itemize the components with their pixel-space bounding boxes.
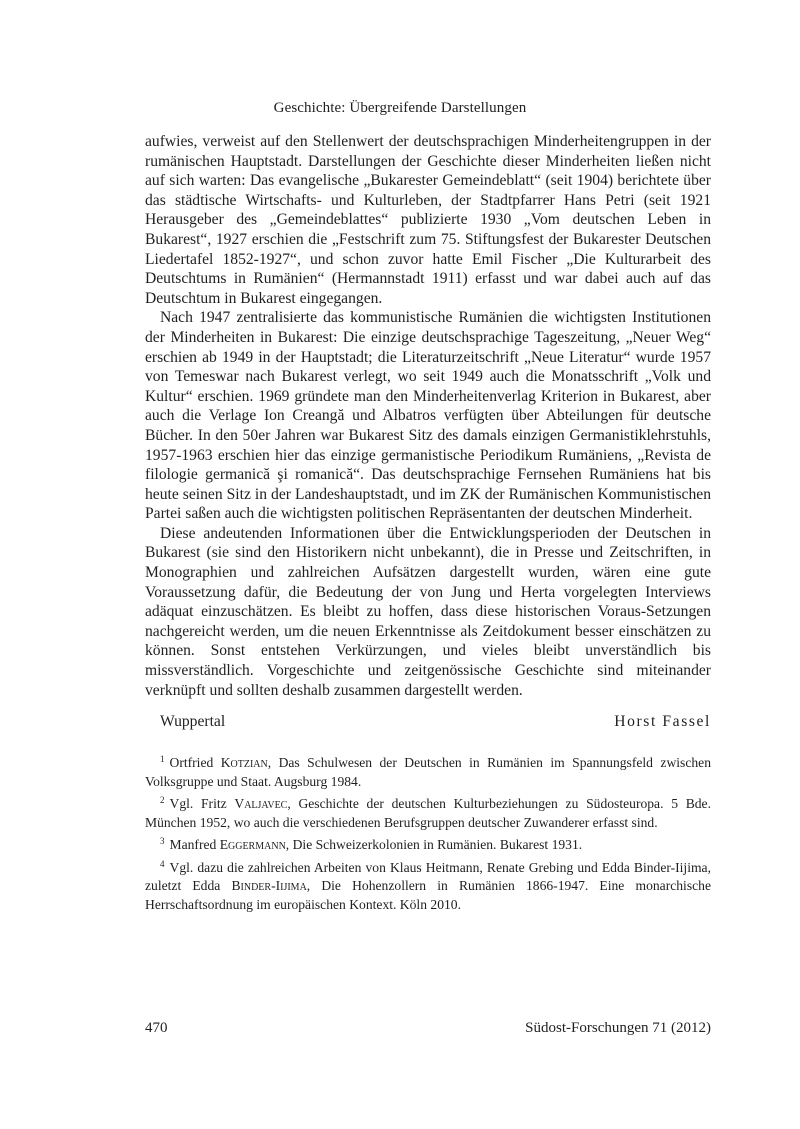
footnote-text: Manfred	[169, 837, 220, 852]
footnote-author: Kotzian	[220, 755, 268, 770]
footnote-number: 2	[160, 795, 165, 805]
footnote-author: Eggermann	[219, 837, 286, 852]
running-head: Geschichte: Übergreifende Darstellungen	[273, 100, 527, 116]
footnote-number: 4	[160, 858, 165, 869]
footnotes	[145, 750, 711, 914]
footnote-number: 1	[160, 754, 165, 764]
footnote-text: , Geschichte der deutschen Kulturbeziehungen zu Südosteuropa. 5 Bde. München 1952, wo auch die verschiedenen Berufsgruppen deutscher Zuwanderer erfasst sind.	[145, 796, 711, 830]
journal-citation: Südost-Forschungen 71 (2012)	[525, 1020, 711, 1036]
footnote-text: Vgl. Fritz	[169, 796, 235, 811]
paragraph-2: Nach 1947 zentralisierte das kommunistische Rumänien die wichtigsten Institutionen der Minderheiten in Bukarest: Die einzige deutschsprachige Tageszeitung, „Neuer Weg“ erschien ab 1949 in der Hauptstadt; die Literaturzeitschrift „Neue Literatur“ wurde 1957 von Temeswar nach Bukarest verlegt, wo seit 1949 auch die Monatsschrift „Volk und Kultur“ erschien. 1969 gründete man den Minderheitenverlag Kriterion in Bukarest, aber auch die Verlage Ion Creangă und Albatros verfügten über Abteilungen für deutsche Bücher. In den 50er Jahren war Bukarest Sitz des damals einzigen Germanistiklehrstuhls, 1957-1963 erschien hier das einzige germanistische Periodikum Rumäniens, „Revista de filologie germanică şi romanică“. Das deutschsprachige Fernsehen Rumäniens hat bis heute seinen Sitz in der Landeshauptstadt, und im ZK der Rumänischen Kommunistischen Partei saßen auch die wichtigsten politischen Repräsentanten der deutschen Minderheit.	[145, 309, 711, 523]
footnote-text: Ortfried	[169, 755, 221, 770]
footnote-author: Valjavec	[234, 796, 288, 811]
paragraph-1: aufwies, verweist auf den Stellenwert der deutschsprachigen Minderheitengruppen in der rumänischen Hauptstadt. Darstellungen der Geschichte dieser Minderheiten ließen nicht auf sich warten: Das evangelische „Bukarester Gemeindeblatt“ (seit 1904) berichtete über das städtische Wirtschafts- und Kulturleben, der Stadtpfarrer Hans Petri (seit 1921 Herausgeber des „Gemeindeblattes“ publizierte 1930 „Vom deutschen Leben in Bukarest“, 1927 erschien die „Festschrift zum 75. Stiftungsfest der Bukarester Deutschen Liedertafel 1852-1927“, und schon zuvor hatte Emil Fischer „Die Kulturarbeit des Deutschtums in Rumänien“ (Hermannstadt 1911) erfasst und war dabei auch auf das Deutschtum in Bukarest eingegangen.	[145, 133, 711, 307]
footnote-text: , Die Schweizerkolonien in Rumänien. Bukarest 1931.	[285, 837, 583, 852]
signature	[160, 713, 711, 731]
footnote-4	[145, 855, 711, 915]
body-text	[145, 132, 711, 700]
page-number: 470	[145, 1020, 168, 1036]
footnote-3	[145, 832, 711, 855]
paragraph-3: Diese andeutenden Informationen über die Entwicklungsperioden der Deutschen in Bukarest (sie sind den Historikern nicht unbekannt), die in Presse und Zeitschriften, in Monographien und zahlreichen Aufsätzen dargestellt wurden, wären eine gute Voraussetzung dafür, die Bedeutung der von Jung und Herta vorgelegten Interviews adäquat einzuschätzen. Es bleibt zu hoffen, dass diese historischen Voraus-Setzungen nachgereicht werden, um die neuen Erkenntnisse als Zeitdokument besser einschätzen zu können. Sonst entstehen Verkürzungen, und vieles bleibt unverständlich bis missverständlich. Vorgeschichte und zeitgenössische Geschichte sind miteinander verknüpft und sollten deshalb zusammen dargestellt werden.	[145, 524, 711, 699]
footnote-author: Binder-Iijima	[231, 878, 307, 893]
footnote-text: , Das Schulwesen der Deutschen in Rumänien im Spannungsfeld zwischen Volksgruppe und Staat. Augsburg 1984.	[145, 755, 711, 789]
signature-place: Wuppertal	[160, 713, 226, 730]
footnote-1	[145, 750, 711, 791]
footnote-text: , Die Hohenzollern in Rumänien 1866-1947. Eine monarchische Herrschaftsordnung im europäischen Kontext. Köln 2010.	[145, 878, 711, 912]
signature-author: Horst Fassel	[614, 713, 711, 730]
footnote-text: Vgl. dazu die zahlreichen Arbeiten von Klaus Heitmann, Renate Grebing und Edda Binder-Iijima, zuletzt Edda	[145, 859, 711, 893]
footnote-2	[145, 791, 711, 832]
footnote-number: 3	[160, 836, 165, 846]
